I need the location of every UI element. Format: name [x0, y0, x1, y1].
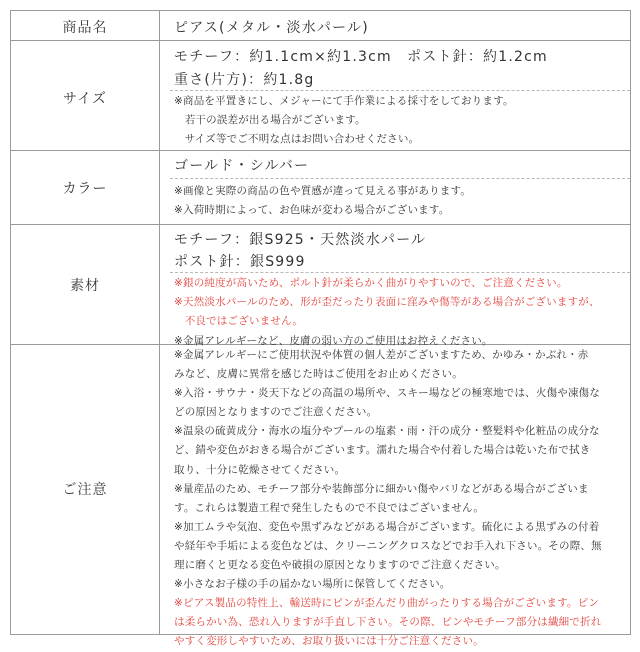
caution-note-line: 取り、十分に乾燥させてください。 [174, 463, 346, 476]
caution-label: ご注意 [62, 482, 108, 498]
color-note-line: ※画像と実際の商品の色や質感が違って見える事があります。 [174, 185, 472, 197]
size-notes [174, 92, 514, 150]
material-post-text: ポスト針：銀S999 [174, 254, 306, 270]
caution-note-line: ※加工ムラや気泡、変色や黒ずみなどがある場合がございます。硫化による黒ずみの付着 [174, 520, 600, 533]
material-motif-text: モチーフ：銀S925・天然淡水パール [174, 232, 427, 248]
caution-note-line: ※入浴・サウナ・炎天下などの高温の場所や、スキー場などの極寒地では、火傷や凍傷な [174, 387, 601, 400]
size-motif-text: モチーフ：約1.1cm×約1.3cm ポスト針：約1.2cm [174, 49, 548, 65]
caution-note-line: どの原因となりますのでご注意ください。 [174, 406, 378, 419]
caution-note-line: ※量産品のため、モチーフ部分や装飾部分に細かい傷やバリなどがある場合がございま [174, 482, 589, 495]
caution-note-line: ※金属アレルギーにご使用状況や体質の個人差がございますため、かゆみ・かぶれ・赤 [174, 349, 589, 361]
caution-note-line: ど、錆や変色がおきる場合がございます。濡れた場合や付着した場合は乾いた布で拭き [174, 444, 591, 457]
label-column-divider [159, 10, 160, 634]
material-warning-line: ※天然淡水パールのため、形が歪だったり表面に窪みや傷等がある場合がございますが、 [174, 296, 600, 309]
material-note-line: ※金属アレルギーなど、皮膚の弱い方のご使用はお控えください。 [174, 334, 493, 347]
material-label: 素材 [70, 278, 100, 294]
caution-warning-line: は柔らかい為、恐れ入りますが手直し下さい。その際、ピンやモチーフ部分は繊細で折れ [174, 616, 602, 629]
caution-notes [174, 346, 602, 652]
caution-note-line: や経年や手垢による変色などは、クリーニングクロスなどでお手入れ下さい。その際、無 [174, 539, 602, 552]
color-value: ゴールド・シルバー [174, 158, 310, 174]
row-divider [10, 40, 630, 41]
size-note-line: サイズ等でご不明な点はお問い合わせください。 [174, 133, 420, 146]
caution-note-line: ※温泉の硫黄成分・海水の塩分やプールの塩素・雨・汗の成分・整髪料や化粧品の成分な [174, 425, 600, 438]
caution-note-line: みなど、皮膚に異常を感じた時はご使用をお止めください。 [174, 368, 463, 381]
color-sub-divider [170, 178, 630, 179]
caution-note-line: 理に磨くと更なる変色や破損の原因となりますのでご注意ください。 [174, 559, 506, 572]
color-notes [174, 182, 471, 220]
size-sub-divider [170, 90, 630, 91]
caution-note-line: す。これらは製造工程で発生したもので不良ではございません。 [174, 501, 485, 514]
material-notes [174, 274, 600, 351]
color-label: カラー [62, 181, 108, 197]
caution-warning-line: やすく変形しやすいため、お取り扱いには十分ご注意ください。 [174, 635, 484, 648]
material-warning-line: 不良ではございません。 [174, 315, 304, 328]
color-note-line: ※入荷時期によって、お色味が変わる場合がございます。 [174, 204, 450, 217]
product-value: ピアス(メタル・淡水パール) [174, 20, 369, 36]
material-sub-divider [170, 272, 630, 273]
size-label: サイズ [63, 91, 107, 107]
row-divider [10, 150, 630, 151]
size-note-line: ※商品を平置きにし、メジャーにて手作業による採寸をしております。 [174, 95, 514, 107]
product-label: 商品名 [62, 20, 108, 36]
caution-note-line: ※小さなお子様の手の届かない場所に保管してください。 [174, 578, 451, 591]
row-divider [10, 224, 630, 225]
caution-warning-line: ※ピアス製品の特性上、輸送時にピンが歪んだり曲がったりする場合がございます。ピン [174, 597, 600, 610]
size-note-line: 若干の誤差が出る場合がございます。 [174, 114, 366, 127]
material-warning-line: ※銀の純度が高いため、ポルト針が柔らかく曲がりやすいので、ご注意ください。 [174, 277, 568, 289]
size-weight-text: 重さ(片方)：約1.8g [174, 72, 315, 88]
